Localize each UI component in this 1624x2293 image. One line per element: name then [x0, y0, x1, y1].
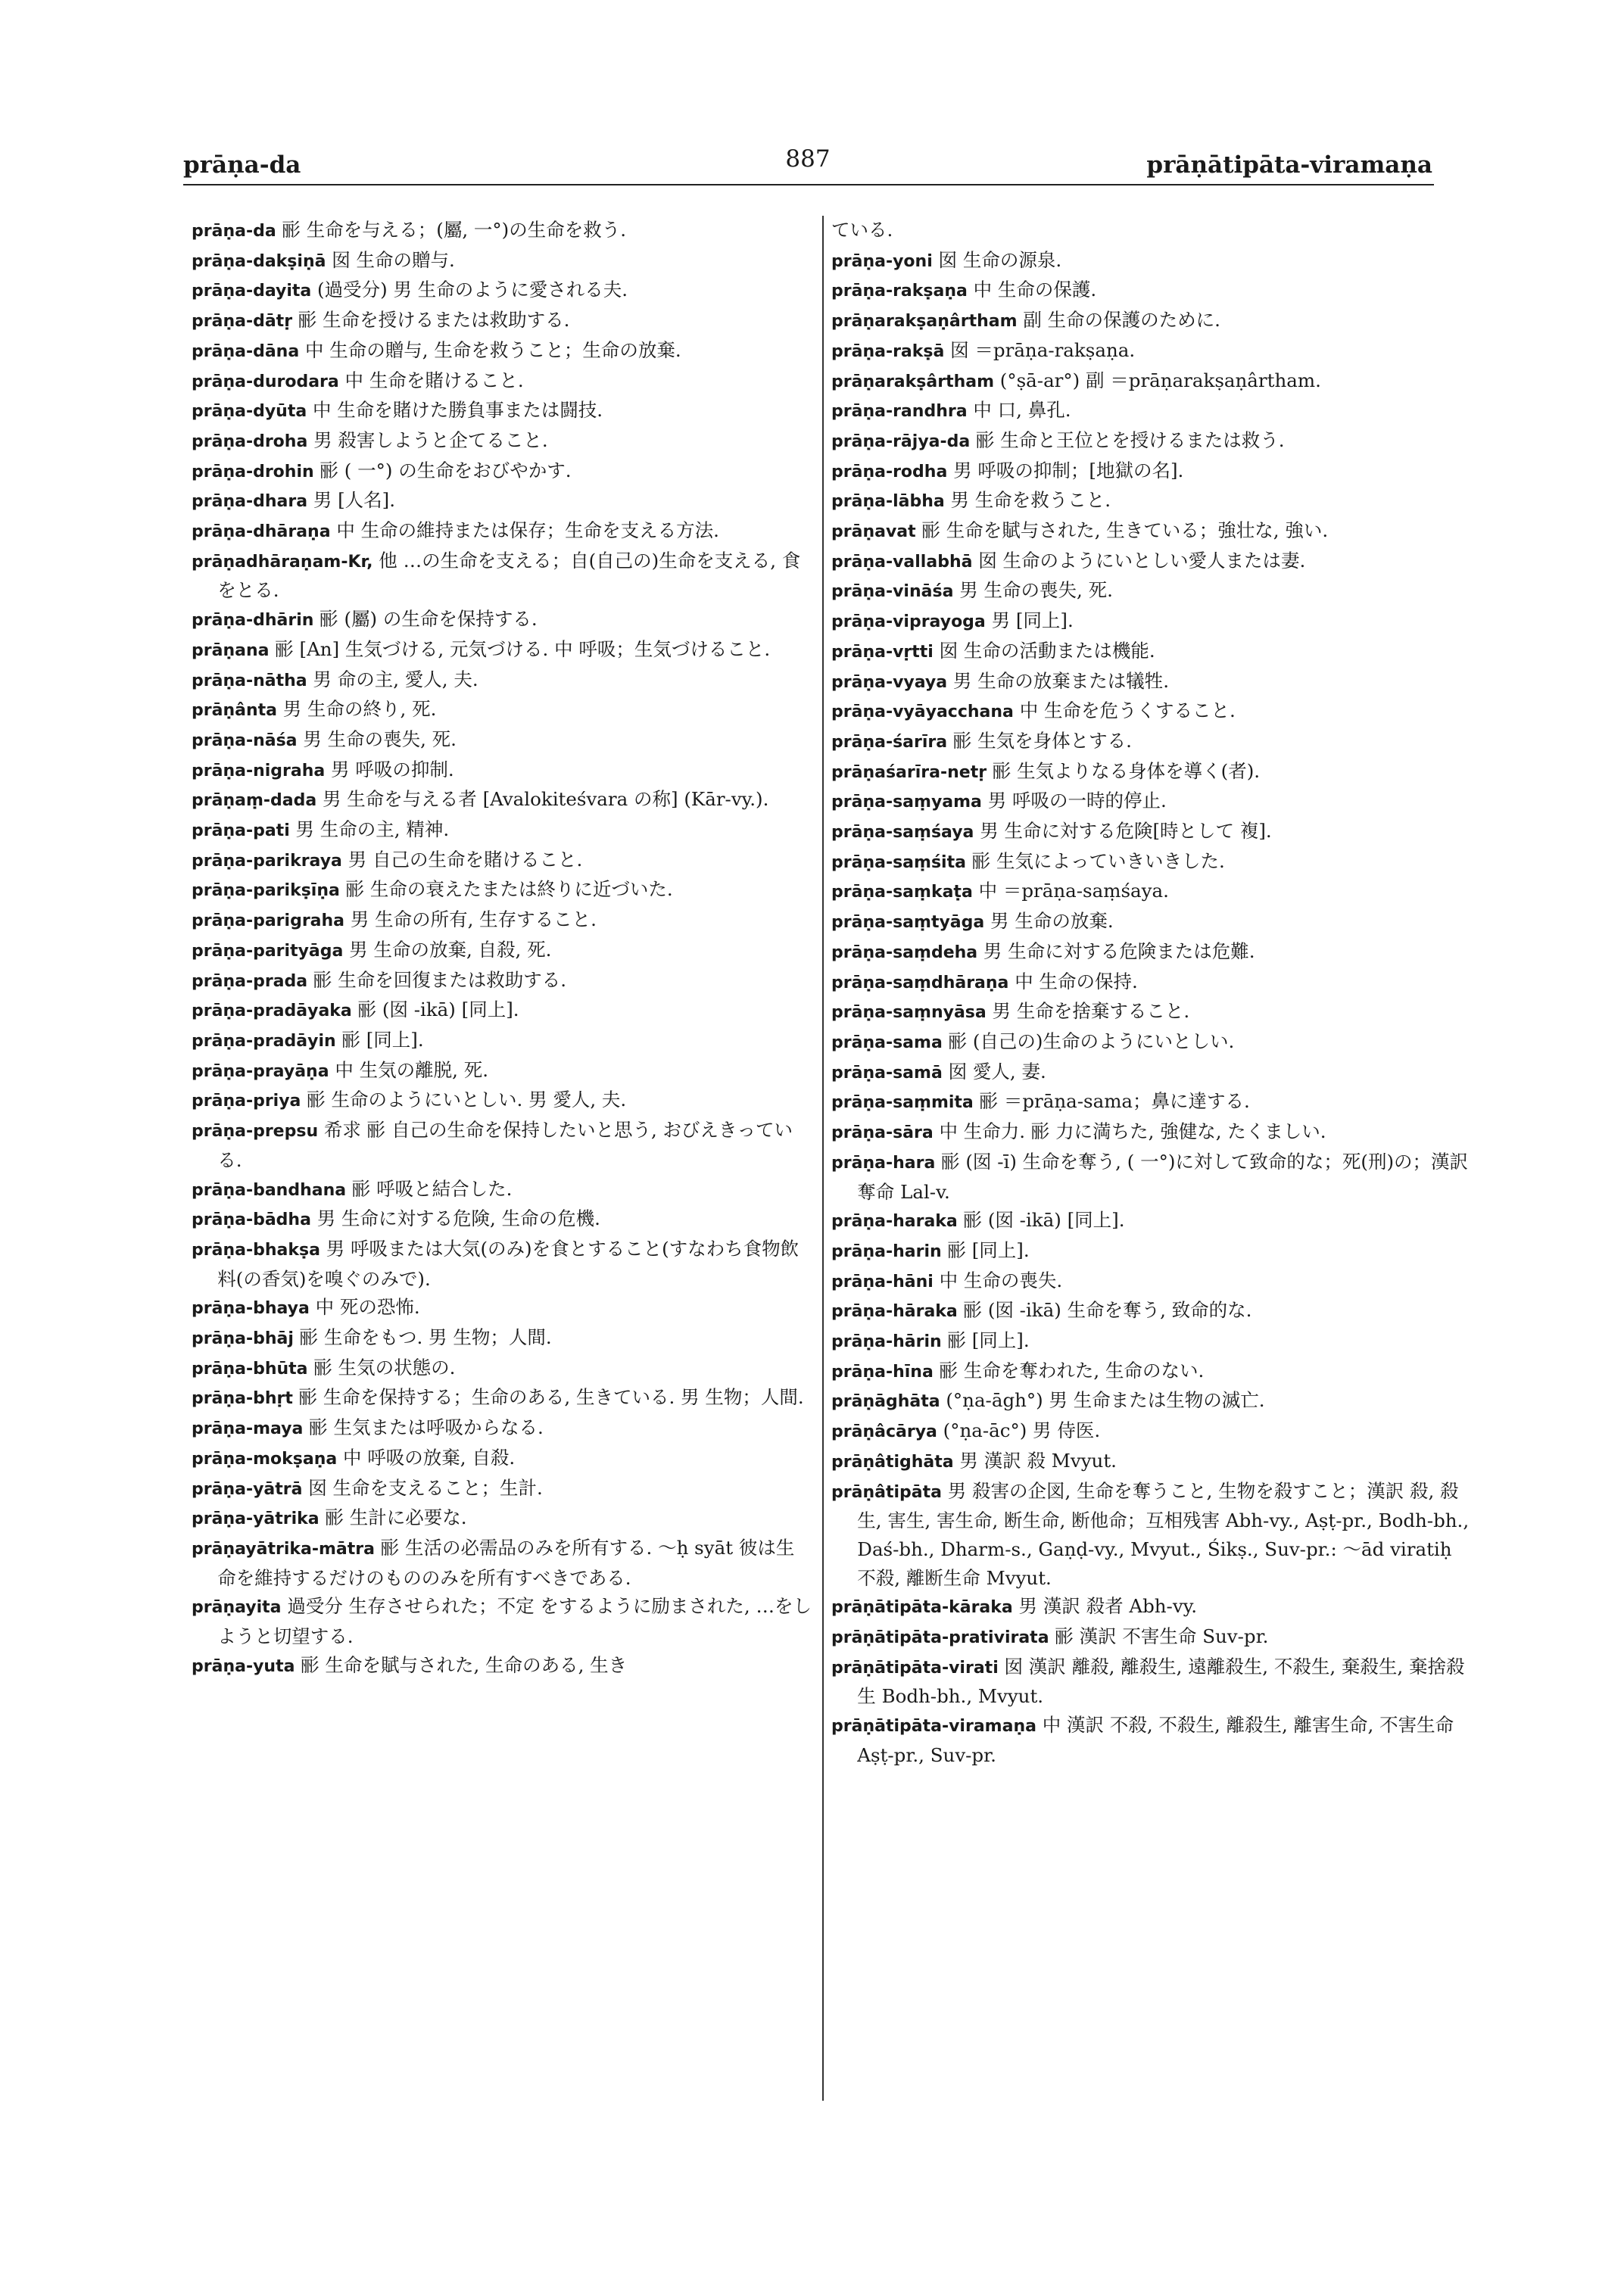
- dictionary-entry: [192, 1293, 812, 1323]
- definition: 中 生命を賭けること.: [338, 369, 524, 391]
- definition: 囡 生命の活動または機能.: [933, 639, 1155, 662]
- definition: 男 生命の終り, 死.: [276, 698, 437, 721]
- dictionary-entry: [831, 336, 1475, 366]
- dictionary-entry: [831, 216, 1475, 246]
- headword: prāṇarakṣârtham: [831, 372, 995, 391]
- headword: prāṇa-mokṣaṇa: [192, 1449, 338, 1469]
- headword: prāṇayita: [192, 1598, 282, 1618]
- headword: prāṇa-bādha: [192, 1210, 311, 1230]
- definition: 彨 生活の必需品のみを所有する. ～ḥ syāt 彼は生命を維持するだけのもののみを所有すべきである.: [217, 1536, 795, 1589]
- definition: 男 生命を与える者 [Avalokiteśvara の称] (Kār-vy.).: [316, 788, 769, 811]
- definition: 男 生命に対する危険, 生命の危機.: [310, 1207, 600, 1230]
- definition: 彨 生気を身体とする.: [947, 729, 1132, 752]
- headword: prāṇavat: [831, 522, 916, 542]
- dictionary-entry: [192, 1474, 812, 1504]
- headword: prāṇa-hāni: [831, 1272, 934, 1291]
- dictionary-entry: [831, 997, 1475, 1027]
- headword: prāṇa-bandhana: [192, 1180, 347, 1200]
- definition: 男 殺害しようと企てること.: [307, 428, 548, 451]
- definition: 男 命の主, 愛人, 夫.: [307, 668, 478, 690]
- definition: 男 生命の放棄, 自殺, 死.: [343, 938, 552, 961]
- dictionary-entry: [831, 1592, 1475, 1622]
- definition: 中 生命を危うくすること.: [1013, 699, 1236, 722]
- dictionary-entry: [192, 547, 812, 605]
- definition: 彨 生気よりなる身体を導く(者).: [987, 759, 1261, 782]
- definition: 彨 (囡 -ikā) [同上].: [957, 1209, 1125, 1232]
- dictionary-entry: [831, 877, 1475, 907]
- dictionary-entry: [831, 547, 1475, 577]
- dictionary-entry: [192, 486, 812, 516]
- dictionary-entry: [831, 1027, 1475, 1058]
- dictionary-entry: [831, 576, 1475, 606]
- headword: prāṇa-randhra: [831, 402, 968, 422]
- dictionary-entry: [192, 1204, 812, 1235]
- dictionary-entry: [192, 875, 812, 905]
- definition: 彨 生命をもつ. 男 生物；人間.: [293, 1326, 552, 1349]
- definition: ている.: [831, 219, 893, 241]
- headword: prāṇa-bhaya: [192, 1299, 310, 1319]
- definition: (過受分) 男 生命のように愛される夫.: [311, 279, 628, 301]
- definition: 男 生命の喪失, 死.: [953, 579, 1113, 602]
- definition: 彨 (囡 -ikā) 生命を奪う, 致命的な.: [957, 1299, 1252, 1322]
- headword: prāṇaśarīra-netṛ: [831, 762, 987, 782]
- definition: 中 生命の贈与, 生命を救うこと；生命の放棄.: [299, 338, 681, 361]
- headword: prāṇa-rodha: [831, 462, 948, 481]
- headword: prāṇa-parityāga: [192, 941, 344, 961]
- headword: prāṇa-vyāyacchana: [831, 703, 1014, 722]
- definition: 中 生気の離脱, 死.: [329, 1058, 488, 1081]
- dictionary-entry: [192, 695, 812, 725]
- dictionary-entry: [831, 1622, 1475, 1653]
- headword: prāṇāghāta: [831, 1392, 940, 1412]
- dictionary-entry: [192, 1503, 812, 1534]
- definition: 男 殺害の企図, 生命を奪うこと, 生物を殺すこと；漢訳 殺, 殺生, 害生, 害生命, 断生命, 断他命；互相残害 Abh-vy., Aṣṭ-pr., Bodh-bh., Daś-bh., Dharm-s., Gaṇḍ-vy., Mvyut., Śikṣ., Suv-pr.: ～ād viratiḥ 不殺, 離断生命 Mvyut.: [857, 1479, 1470, 1589]
- headword: prāṇa-pati: [192, 821, 290, 841]
- definition: 彨 生気の状態の.: [307, 1356, 456, 1379]
- headword: prāṇa-dātṛ: [192, 312, 293, 332]
- headword: prāṇātipāta-kāraka: [831, 1598, 1013, 1618]
- headword: prāṇayātrika-mātra: [192, 1539, 375, 1559]
- headword: prāṇa-saṃyama: [831, 793, 982, 812]
- definition: 彨 [同上].: [335, 1028, 424, 1051]
- definition: 男 生命の放棄.: [984, 910, 1114, 933]
- headword: prāṇadhāraṇam-Kr,: [192, 552, 373, 572]
- definition: 彨 呼吸と結合した.: [346, 1177, 513, 1200]
- dictionary-entry: [831, 1416, 1475, 1447]
- headword: prāṇa-dayita: [192, 282, 312, 301]
- headword: prāṇātipāta-viramaṇa: [831, 1717, 1036, 1737]
- definition: 中 生命の保護.: [967, 279, 1097, 301]
- dictionary-entry: [831, 637, 1475, 667]
- definition: 彨 [An] 生気づける, 元気づける. 中 呼吸；生気づけること.: [269, 637, 771, 660]
- dictionary-entry: [192, 1235, 812, 1293]
- definition: 彨 生命と王位とを授けるまたは救う.: [970, 428, 1285, 451]
- definition: (°ṣā-ar°) 副 ＝prāṇarakṣaṇârtham.: [994, 369, 1321, 391]
- dictionary-entry: [831, 426, 1475, 456]
- dictionary-entry: [192, 756, 812, 786]
- definition: 彨 生命を賦与された, 生命のある, 生き: [295, 1653, 628, 1676]
- headword: prāṇa-saṃśaya: [831, 823, 974, 843]
- dictionary-entry: [192, 966, 812, 996]
- headword: prāṇa-lābha: [831, 492, 945, 512]
- dictionary-entry: [831, 1058, 1475, 1088]
- definition: 男 呼吸の抑制.: [325, 758, 454, 780]
- dictionary-entry: [831, 967, 1475, 998]
- dictionary-entry: [192, 1651, 812, 1681]
- headword: prāṇa-vyaya: [831, 672, 948, 692]
- definition: 男 [人名].: [307, 489, 396, 512]
- headword: prāṇa-nātha: [192, 671, 307, 690]
- dictionary-entry: [192, 1175, 812, 1205]
- dictionary-entry: [831, 1087, 1475, 1117]
- headword: prāṇa-pradāyin: [192, 1031, 336, 1051]
- dictionary-entry: [831, 1357, 1475, 1387]
- definition: 中 生命を賭けた勝負事または闘技.: [307, 399, 603, 422]
- headword: prāṇa-nāśa: [192, 731, 298, 750]
- dictionary-entry: [192, 516, 812, 547]
- definition: 男 漢訳 殺者 Abh-vy.: [1012, 1595, 1198, 1618]
- dictionary-entry: [192, 1354, 812, 1384]
- dictionary-entry: [192, 1383, 812, 1413]
- dictionary-entry: [831, 1477, 1475, 1593]
- headword: prāṇa-prayāṇa: [192, 1061, 329, 1081]
- dictionary-entry: [192, 1323, 812, 1354]
- dictionary-entry: [192, 336, 812, 366]
- headword: prāṇânta: [192, 701, 277, 721]
- dictionary-entry: [192, 635, 812, 665]
- definition: 囡 生命の源泉.: [932, 248, 1062, 271]
- dictionary-entry: [831, 757, 1475, 787]
- definition: 彨 生命を与える；(屬, 一°)の生命を救う.: [276, 219, 626, 241]
- headword: prāṇātipāta-prativirata: [831, 1628, 1049, 1648]
- headword: prāṇa-hārin: [831, 1332, 942, 1352]
- headword: prāṇa-śarīra: [831, 732, 948, 752]
- page-number: 887: [785, 145, 831, 173]
- definition: 中 死の恐怖.: [309, 1296, 420, 1319]
- dictionary-entry: [831, 787, 1475, 817]
- definition: 彨 ＝prāṇa-sama；鼻に達する.: [973, 1090, 1250, 1113]
- dictionary-entry: [192, 725, 812, 756]
- dictionary-entry: [831, 1117, 1475, 1148]
- header-rule: [183, 184, 1434, 185]
- dictionary-entry: [831, 366, 1475, 397]
- definition: 男 生命の所有, 生存すること.: [344, 908, 597, 931]
- dictionary-entry: [831, 1296, 1475, 1326]
- headword: prāṇa-rājya-da: [831, 431, 971, 451]
- definition: (°ṇa-āc°) 男 侍医.: [937, 1419, 1101, 1442]
- dictionary-entry: [192, 665, 812, 696]
- definition: 希求 彨 自己の生命を保持したいと思う, おびえきっている.: [217, 1119, 793, 1171]
- dictionary-entry: [831, 907, 1475, 937]
- definition: 中 生命の保持.: [1008, 970, 1138, 992]
- definition: 男 生命を救うこと.: [944, 489, 1111, 512]
- headword: prāṇa-sāra: [831, 1123, 934, 1143]
- dictionary-entry: [831, 1206, 1475, 1236]
- headword: prāṇarakṣaṇârtham: [831, 312, 1018, 332]
- dictionary-entry: [831, 847, 1475, 877]
- definition: 囡 生命を支えること；生計.: [302, 1476, 543, 1499]
- headword: prāṇa-saṃśita: [831, 852, 966, 872]
- dictionary-entry: [192, 1026, 812, 1056]
- definition: 彨 生命の衰えたまたは終りに近づいた.: [339, 878, 673, 901]
- headword: prāṇa-rakṣaṇa: [831, 282, 968, 301]
- dictionary-entry: [831, 1447, 1475, 1477]
- dictionary-entry: [192, 1056, 812, 1086]
- definition: 囡 生命の贈与.: [326, 248, 455, 271]
- definition: 彨 [同上].: [941, 1238, 1030, 1261]
- definition: 囡 愛人, 妻.: [942, 1060, 1046, 1083]
- dictionary-entry: [831, 696, 1475, 727]
- dictionary-entry: [192, 1534, 812, 1592]
- headword: prāṇa-da: [192, 222, 276, 241]
- headword: prāṇa-drohin: [192, 462, 314, 481]
- dictionary-entry: [831, 1236, 1475, 1266]
- definition: 男 呼吸または大気(のみ)を食とすること(すなわち食物飲料(の香気)を嗅ぐのみで).: [217, 1237, 800, 1290]
- headword: prāṇa-vināśa: [831, 582, 954, 602]
- dictionary-entry: [192, 396, 812, 426]
- definition: 中 生命の喪失.: [933, 1269, 1063, 1291]
- definition: 男 生命の主, 精神.: [289, 818, 450, 841]
- dictionary-entry: [192, 815, 812, 846]
- headword: prāṇa-saṃkaṭa: [831, 883, 973, 902]
- dictionary-entry: [192, 426, 812, 456]
- headword: prāṇa-dhāraṇa: [192, 522, 331, 542]
- dictionary-entry: [831, 667, 1475, 697]
- headword: prāṇa-rakṣā: [831, 341, 945, 361]
- dictionary-entry: [831, 456, 1475, 487]
- headword: prāṇa-yātrā: [192, 1479, 303, 1499]
- dictionary-entry: [192, 936, 812, 966]
- headword: prāṇa-samā: [831, 1063, 943, 1083]
- dictionary-entry: [831, 1653, 1475, 1711]
- headword: prāṇa-dāna: [192, 341, 300, 361]
- dictionary-entry: [192, 1592, 812, 1650]
- definition: 彨 生命を奪われた, 生命のない.: [933, 1359, 1205, 1382]
- headword: prāṇa-hara: [831, 1153, 936, 1173]
- headword: prāṇa-parigraha: [192, 911, 345, 931]
- definition: 中 生命の維持または保存；生命を支える方法.: [330, 519, 719, 542]
- dictionary-entry: [831, 276, 1475, 306]
- right-column: [831, 216, 1475, 1770]
- dictionary-entry: [831, 516, 1475, 547]
- definition: 男 [同上].: [985, 609, 1074, 632]
- definition: (°ṇa-āgh°) 男 生命または生物の滅亡.: [940, 1389, 1265, 1412]
- dictionary-entry: [831, 486, 1475, 516]
- definition: 男 生命の放棄または犠牲.: [947, 669, 1169, 692]
- dictionary-entry: [831, 1326, 1475, 1357]
- definition: 彨 生計に必要な.: [319, 1506, 467, 1529]
- dictionary-entry: [192, 1116, 812, 1174]
- dictionary-entry: [831, 1386, 1475, 1416]
- headword: prāṇa-hīna: [831, 1362, 934, 1382]
- dictionary-entry: [831, 1266, 1475, 1297]
- dictionary-entry: [831, 606, 1475, 637]
- headword: prāṇa-bhūta: [192, 1359, 308, 1379]
- headword: prāṇa-hāraka: [831, 1302, 958, 1322]
- column-divider: [822, 216, 824, 2101]
- definition: 彨 (囡 -ikā) [同上].: [351, 999, 519, 1021]
- definition: 彨 生命を授けるまたは救助する.: [292, 309, 570, 332]
- dictionary-entry: [831, 306, 1475, 336]
- headword: prāṇa-yoni: [831, 251, 933, 271]
- definition: 中 口, 鼻孔.: [967, 399, 1071, 422]
- headword: prāṇa-haraka: [831, 1212, 958, 1232]
- definition: 男 自己の生命を賭けること.: [341, 848, 583, 871]
- definition: 他 …の生命を支える；自(自己の)生命を支える, 食をとる.: [217, 549, 801, 602]
- definition: 囡 漢訳 離殺, 離殺生, 遠離殺生, 不殺生, 棄殺生, 棄捨殺生 Bodh-bh., Mvyut.: [857, 1655, 1465, 1708]
- dictionary-entry: [831, 1148, 1475, 1206]
- definition: 彨 生命のようにいとしい. 男 愛人, 夫.: [301, 1089, 627, 1111]
- dictionary-entry: [192, 246, 812, 276]
- headword: prāṇa-viprayoga: [831, 612, 986, 632]
- dictionary-entry: [192, 846, 812, 876]
- definition: 中 ＝prāṇa-saṃśaya.: [972, 880, 1169, 902]
- definition: 囡 ＝prāṇa-rakṣaṇa.: [944, 338, 1136, 361]
- definition: 男 漢訳 殺 Mvyut.: [953, 1449, 1117, 1472]
- headword: prāṇa-dyūta: [192, 402, 307, 422]
- headword: prāṇa-saṃnyāsa: [831, 1003, 987, 1023]
- definition: 中 漢訳 不殺, 不殺生, 離殺生, 離害生命, 不害生命 Aṣṭ-pr., Suv-pr.: [857, 1714, 1454, 1766]
- headword: prāṇa-droha: [192, 431, 308, 451]
- headword: prāṇa-harin: [831, 1242, 942, 1261]
- dictionary-entry: [192, 1086, 812, 1116]
- headword: prāṇātipāta-virati: [831, 1658, 999, 1678]
- headword: prāṇa-yātrika: [192, 1509, 320, 1529]
- headword: prāṇa-yuta: [192, 1656, 295, 1676]
- dictionary-entry: [831, 396, 1475, 426]
- headword: prāṇa-vṛtti: [831, 642, 934, 662]
- definition: 彨 (屬) の生命を保持する.: [313, 608, 538, 631]
- definition: 男 生命を捨棄すること.: [986, 1000, 1190, 1023]
- definition: 彨 漢訳 不害生命 Suv-pr.: [1049, 1625, 1269, 1648]
- headword: prāṇâtighāta: [831, 1452, 954, 1472]
- definition: 彨 生命を保持する；生命のある, 生きている. 男 生物；人間.: [292, 1386, 804, 1409]
- headword: prāṇa-nigraha: [192, 761, 326, 780]
- definition: 男 呼吸の一時的停止.: [981, 790, 1167, 812]
- definition: 過受分 生存させられた；不定 をするように励まされた, …をしようと切望する.: [217, 1595, 812, 1648]
- headword: prāṇa-parikṣīṇa: [192, 881, 340, 901]
- left-guide-word: prāṇa-da: [183, 151, 301, 179]
- left-column: [192, 216, 812, 1681]
- definition: 男 呼吸の抑制；[地獄の名].: [947, 459, 1184, 481]
- headword: prāṇa-parikraya: [192, 851, 342, 871]
- dictionary-entry: [831, 937, 1475, 967]
- definition: 中 呼吸の放棄, 自殺.: [337, 1446, 516, 1469]
- definition: 彨 生気または呼吸からなる.: [303, 1416, 544, 1439]
- right-guide-word: prāṇātipāta-viramaṇa: [1146, 151, 1432, 179]
- dictionary-entry: [192, 306, 812, 336]
- headword: prāṇa-dhara: [192, 492, 308, 512]
- dictionary-entry: [831, 1711, 1475, 1769]
- definition: 彨 [同上].: [941, 1329, 1030, 1352]
- definition: 彨 (囡 -ī) 生命を奪う, ( 一°)に対して致命的な；死(刑)の；漢訳 奪命 Lal-v.: [857, 1150, 1469, 1203]
- headword: prāṇa-pradāyaka: [192, 1002, 352, 1021]
- definition: 彨 (自己の)生命のようにいとしい.: [942, 1030, 1235, 1052]
- definition: 彨 ( 一°) の生命をおびやかす.: [313, 459, 572, 481]
- dictionary-entry: [192, 905, 812, 936]
- headword: prāṇana: [192, 640, 270, 660]
- definition: 彨 生命を賦与された, 生きている；強壮な, 強い.: [915, 519, 1329, 542]
- headword: prāṇa-dakṣiṇā: [192, 251, 326, 271]
- headword: prāṇa-prepsu: [192, 1122, 319, 1142]
- dictionary-entry: [192, 1413, 812, 1444]
- dictionary-entry: [192, 995, 812, 1026]
- dictionary-entry: [192, 276, 812, 306]
- headword: prāṇa-bhāj: [192, 1329, 294, 1349]
- headword: prāṇâtipāta: [831, 1482, 942, 1502]
- dictionary-entry: [831, 817, 1475, 847]
- headword: prāṇa-bhakṣa: [192, 1240, 320, 1260]
- dictionary-entry: [192, 785, 812, 815]
- headword: prāṇâcārya: [831, 1422, 937, 1442]
- headword: prāṇa-vallabhā: [831, 552, 973, 572]
- definition: 囡 生命のようにいとしい愛人または妻.: [972, 549, 1306, 572]
- dictionary-entry: [192, 456, 812, 487]
- definition: 副 生命の保護のために.: [1017, 309, 1220, 332]
- definition: 男 生命の喪失, 死.: [297, 727, 457, 750]
- definition: 彨 生命を回復または救助する.: [307, 968, 566, 991]
- definition: 中 生命力. 彨 力に満ちた, 強健な, たくましい.: [933, 1120, 1326, 1143]
- headword: prāṇa-saṃtyāga: [831, 913, 985, 933]
- headword: prāṇa-durodara: [192, 372, 339, 391]
- headword: prāṇa-saṃdhāraṇa: [831, 973, 1009, 992]
- definition: 男 生命に対する危険[時として 複].: [974, 820, 1272, 843]
- headword: prāṇa-saṃmita: [831, 1093, 974, 1113]
- headword: prāṇa-prada: [192, 971, 308, 991]
- dictionary-entry: [192, 1444, 812, 1474]
- headword: prāṇa-dhārin: [192, 611, 314, 631]
- dictionary-entry: [831, 727, 1475, 757]
- headword: prāṇa-sama: [831, 1033, 943, 1052]
- definition: 彨 生気によっていきいきした.: [965, 849, 1225, 872]
- headword: prāṇa-priya: [192, 1092, 301, 1111]
- dictionary-entry: [192, 605, 812, 635]
- headword: prāṇaṃ-dada: [192, 791, 317, 811]
- headword: prāṇa-maya: [192, 1419, 304, 1439]
- headword: prāṇa-bhṛt: [192, 1389, 293, 1409]
- definition: 男 生命に対する危険または危難.: [977, 939, 1255, 962]
- dictionary-entry: [192, 366, 812, 397]
- dictionary-entry: [192, 216, 812, 246]
- dictionary-entry: [831, 246, 1475, 276]
- headword: prāṇa-saṃdeha: [831, 942, 978, 962]
